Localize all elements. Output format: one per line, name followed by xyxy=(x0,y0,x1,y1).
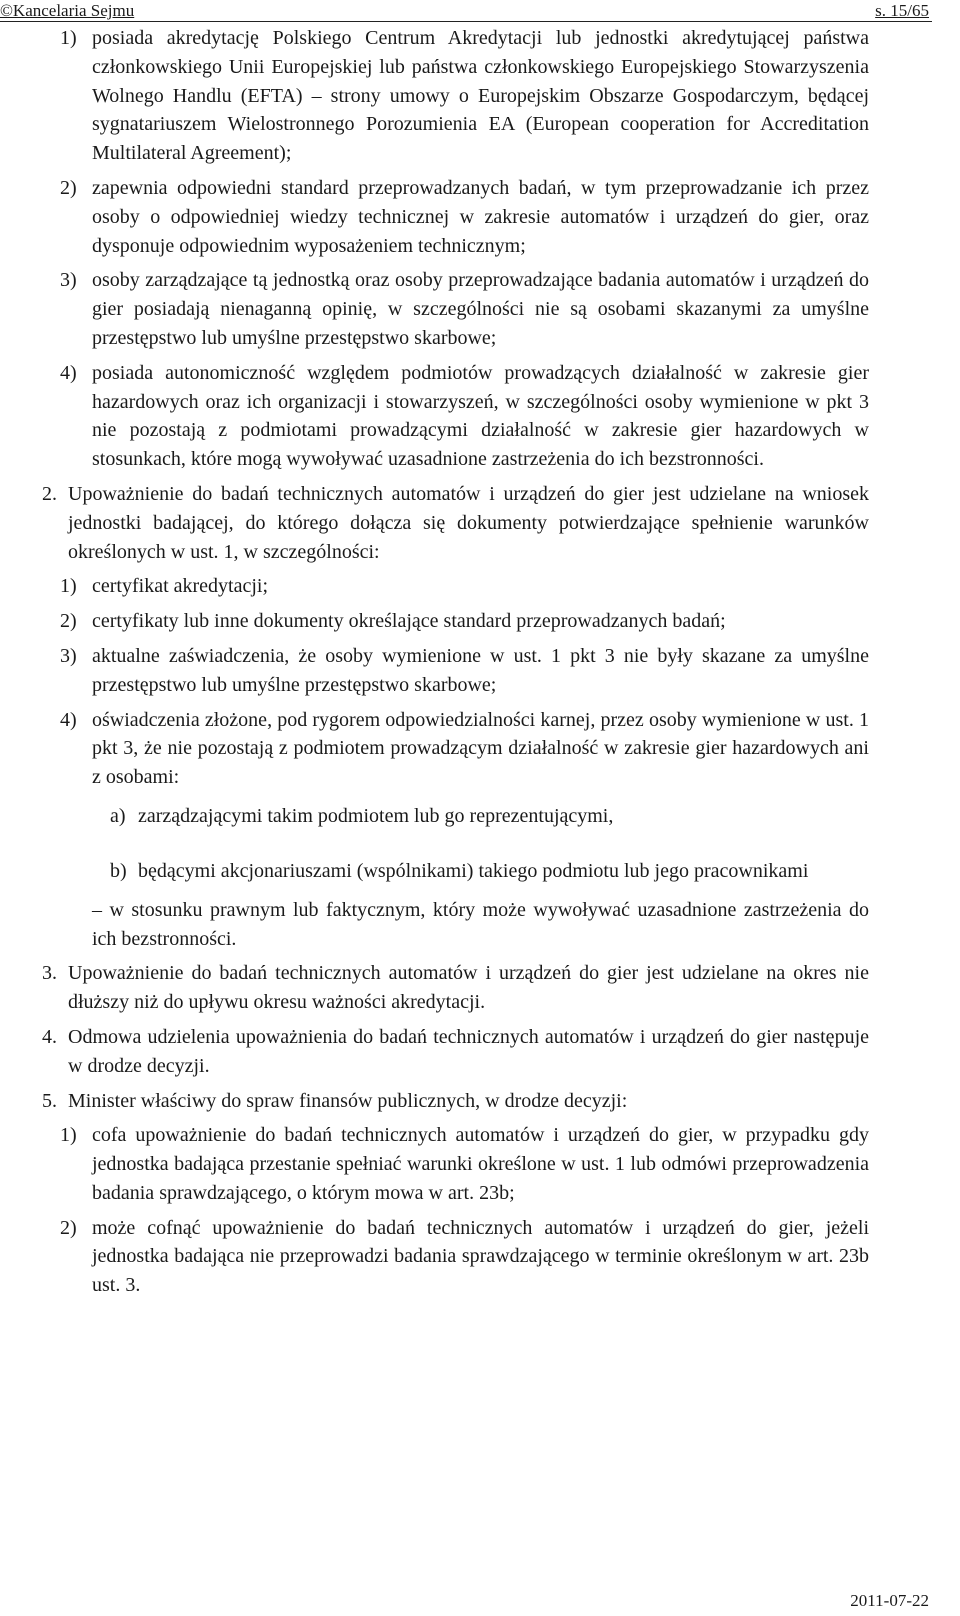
section-text: Minister właściwy do spraw finansów publicznych, w drodze decyzji: xyxy=(68,1089,628,1112)
section-text: Odmowa udzielenia upoważnienia do badań technicznych automatów i urządzeń do gier następuje w drodze decyzji. xyxy=(68,1025,869,1077)
letter-number: b) xyxy=(110,859,127,882)
section-text: Upoważnienie do badań technicznych automatów i urządzeń do gier jest udzielane na okres nie dłuższy niż do upływu okresu ważności akredytacji. xyxy=(68,962,869,1014)
list-item xyxy=(60,1214,869,1300)
letter-text: będącymi akcjonariuszami (wspólnikami) takiego podmiotu lub jego pracownikami xyxy=(138,859,809,882)
item-text: posiada autonomiczność względem podmiotów prowadzących działalność w zakresie gier hazardowych oraz ich organizacji i stowarzyszeń, w szczególności osoby wymienione w pkt 3 nie pozostają z podmiotami prowadzącymi działalność w zakresie gier hazardowych w stosunkach, które mogą wywoływać uzasadnione zastrzeżenia do ich bezstronności. xyxy=(92,361,869,471)
item-text: osoby zarządzające tą jednostką oraz osoby przeprowadzające badania automatów i urządzeń do gier posiadają nienaganną opinię, w szczególności nie są osobami skazanymi za umyślne przestępstwo lub umyślne przestępstwo skarbowe; xyxy=(92,269,869,349)
section-text: Upoważnienie do badań technicznych automatów i urządzeń do gier jest udzielane na wniosek jednostki badającej, do którego dołącza się dokumenty potwierdzające spełnienie warunków określonych w ust. 1, w szczególności: xyxy=(68,482,869,563)
list-item xyxy=(60,706,869,792)
section-5 xyxy=(42,1087,869,1116)
section-number: 4. xyxy=(42,1025,57,1048)
page-header xyxy=(0,0,960,22)
section-4 xyxy=(42,1023,869,1081)
list-item xyxy=(60,24,869,168)
item-text: może cofnąć upoważnienie do badań technicznych automatów i urządzeń do gier, jeżeli jednostka badająca nie przeprowadzi badania sprawdzającego w terminie określonym w art. 23b ust. 3. xyxy=(92,1216,869,1297)
item-text: certyfikat akredytacji; xyxy=(92,575,269,598)
section-number: 5. xyxy=(42,1089,57,1112)
list-item xyxy=(60,607,869,636)
letter-text: zarządzającymi takim podmiotem lub go reprezentującymi, xyxy=(138,804,614,827)
section-3 xyxy=(42,959,869,1017)
list-item xyxy=(60,266,869,352)
header-divider xyxy=(0,21,932,22)
item-number: 4) xyxy=(60,708,77,731)
item-text: zapewnia odpowiedni standard przeprowadzanych badań, w tym przeprowadzanie ich przez osoby o odpowiedniej wiedzy technicznej w zakresie automatów i urządzeń do gier, oraz dysponuje odpowiednim wyposażeniem technicznym; xyxy=(92,176,869,257)
section-number: 2. xyxy=(42,482,57,505)
header-page-number: s. 15/65 xyxy=(875,1,929,20)
item-number: 4) xyxy=(60,361,77,384)
item-number: 2) xyxy=(60,610,77,633)
item-number: 3) xyxy=(60,269,77,292)
item-text: posiada akredytację Polskiego Centrum Akredytacji lub jednostki akredytującej państwa członkowskiego Unii Europejskiej lub państwa członkowskiego Europejskiego Stowarzyszenia Wolnego Handlu (EFTA) – strony umowy o Europejskim Obszarze Gospodarczym, będącej sygnatariuszem Wielostronnego Porozumienia EA (European cooperation for Accreditation Multilateral Agreement); xyxy=(92,27,869,165)
item-number: 2) xyxy=(60,1216,77,1239)
item-number: 2) xyxy=(60,176,77,199)
list-item xyxy=(60,359,869,474)
header-publisher: ©Kancelaria Sejmu xyxy=(0,1,135,20)
letter-item xyxy=(110,802,869,831)
item-text: aktualne zaświadczenia, że osoby wymienione w ust. 1 pkt 3 nie były skazane za umyślne przestępstwo lub umyślne przestępstwo skarbowe; xyxy=(92,644,869,696)
list-item xyxy=(60,572,869,601)
letter-number: a) xyxy=(110,804,126,827)
item-number: 1) xyxy=(60,27,77,49)
item-text: oświadczenia złożone, pod rygorem odpowiedzialności karnej, przez osoby wymienione w ust. 1 pkt 3, że nie pozostają z podmiotem prowadzącym działalność w zakresie gier hazardowych ani z osobami: xyxy=(92,708,869,789)
list-item xyxy=(60,1121,869,1207)
item-number: 1) xyxy=(60,575,77,598)
dash-clause: – w stosunku prawnym lub faktycznym, który może wywoływać uzasadnione zastrzeżenia do ich bezstronności. xyxy=(92,898,869,950)
item-number: 3) xyxy=(60,644,77,667)
item-number: 1) xyxy=(60,1124,77,1147)
section-2 xyxy=(42,480,869,566)
item-text: cofa upoważnienie do badań technicznych automatów i urządzeń do gier, w przypadku gdy jednostka badająca przestanie spełniać warunki określone w ust. 1 lub odmówi przeprowadzenia badania sprawdzającego, o którym mowa w art. 23b; xyxy=(92,1124,869,1204)
document-body xyxy=(0,24,960,1306)
footer-date: 2011-07-22 xyxy=(850,1591,929,1610)
section-number: 3. xyxy=(42,962,57,985)
list-item xyxy=(60,642,869,700)
list-item xyxy=(60,174,869,260)
letter-item xyxy=(110,851,869,892)
item-text: certyfikaty lub inne dokumenty określające standard przeprowadzanych badań; xyxy=(92,610,726,633)
